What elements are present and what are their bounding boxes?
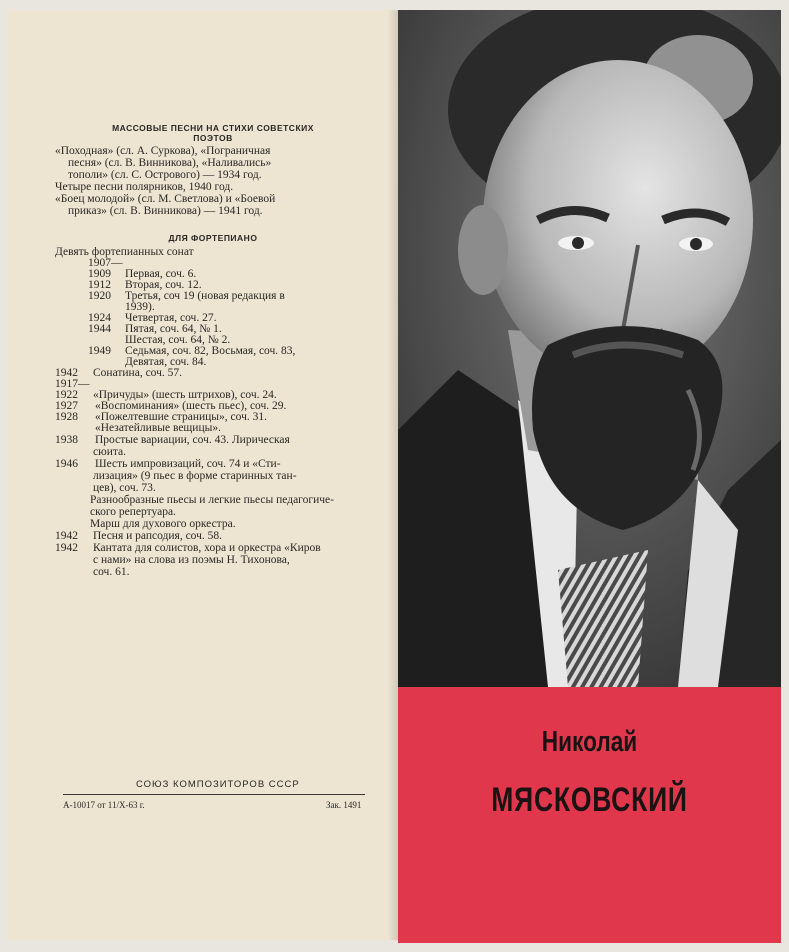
work-text: Первая, соч. 6. xyxy=(125,268,197,280)
work-text: с нами» на слова из поэмы Н. Тихонова, xyxy=(93,554,290,566)
section-title-songs-line1: МАССОВЫЕ ПЕСНИ НА СТИХИ СОВЕТСКИХ xyxy=(112,123,314,133)
work-year: 1912 xyxy=(88,279,111,291)
work-year: 1920 xyxy=(88,290,111,302)
work-text: соч. 61. xyxy=(93,566,130,578)
work-text: Четвертая, соч. 27. xyxy=(125,312,217,324)
work-text: Пятая, соч. 64, № 1. xyxy=(125,323,222,335)
work-text: Кантата для солистов, хора и оркестра «Киров xyxy=(93,542,321,554)
section-title-songs-line2: ПОЭТОВ xyxy=(193,133,233,143)
work-text: Простые вариации, соч. 43. Лирическая xyxy=(95,434,290,446)
work-text: «Незатейливые вещицы». xyxy=(95,422,221,434)
work-year: 1909 xyxy=(88,268,111,280)
portrait-illustration xyxy=(398,10,781,687)
work-year: 1928 xyxy=(55,411,78,423)
work-text: «Причуды» (шесть штрихов), соч. 24. xyxy=(93,389,277,401)
work-text: Песня и рапсодия, соч. 58. xyxy=(93,530,223,542)
work-year: 1907— xyxy=(88,257,123,269)
song-line: тополи» (сл. С. Острового) — 1934 год. xyxy=(68,169,262,181)
work-year: 1944 xyxy=(88,323,111,335)
work-year: 1938 xyxy=(55,434,78,446)
work-text: цев), соч. 73. xyxy=(93,482,156,494)
song-line: «Походная» (сл. А. Суркова), «Пограничная xyxy=(55,145,271,157)
work-text: Девятая, соч. 84. xyxy=(125,356,207,368)
work-year: 1922 xyxy=(55,389,78,401)
work-text: Сонатина, соч. 57. xyxy=(93,367,183,379)
work-text: Разнообразные пьесы и легкие пьесы педагогиче- xyxy=(90,494,334,506)
publisher-name: СОЮЗ КОМПОЗИТОРОВ СССР xyxy=(136,779,300,790)
work-year: 1924 xyxy=(88,312,111,324)
work-text: «Воспоминания» (шесть пьес), соч. 29. xyxy=(95,400,287,412)
work-year: 1917— xyxy=(55,378,90,390)
composer-first-name: Николай xyxy=(541,726,638,758)
left-page xyxy=(8,10,398,940)
work-text: ского репертуара. xyxy=(90,506,176,518)
song-line: приказ» (сл. В. Винникова) — 1941 год. xyxy=(68,205,263,217)
composer-last-name: МЯСКОВСКИЙ xyxy=(491,781,688,819)
portrait-photo xyxy=(398,10,781,687)
song-line: «Боец молодой» (сл. М. Светлова) и «Боевой xyxy=(55,193,276,205)
sonatas-heading: Девять фортепианных сонат xyxy=(55,246,194,258)
work-year: 1942 xyxy=(55,542,78,554)
section-title-songs xyxy=(68,123,358,143)
work-text: Вторая, соч. 12. xyxy=(125,279,202,291)
work-text: Седьмая, соч. 82, Восьмая, соч. 83, xyxy=(125,345,296,357)
work-year: 1946 xyxy=(55,458,78,470)
section-title-piano: ДЛЯ ФОРТЕПИАНО xyxy=(168,233,258,243)
work-text: «Пожелтевшие страницы», соч. 31. xyxy=(95,411,267,423)
work-text: Третья, соч 19 (новая редакция в xyxy=(125,290,285,302)
work-text: 1939). xyxy=(125,301,155,313)
work-text: Шестая, соч. 64, № 2. xyxy=(125,334,231,346)
song-line: Четыре песни полярников, 1940 год. xyxy=(55,181,234,193)
work-year: 1949 xyxy=(88,345,111,357)
work-year: 1942 xyxy=(55,367,78,379)
work-year: 1927 xyxy=(55,400,78,412)
page-fold-shadow xyxy=(388,10,398,940)
work-text: Марш для духового оркестра. xyxy=(90,518,236,530)
work-text: сюита. xyxy=(93,446,126,458)
work-year: 1942 xyxy=(55,530,78,542)
print-code: А-10017 от 11/Х-63 г. xyxy=(63,800,145,810)
footer-divider xyxy=(63,794,365,795)
order-number: Зак. 1491 xyxy=(326,800,362,810)
song-line: песня» (сл. В. Винникова), «Наливались» xyxy=(68,157,272,169)
work-text: Шесть импровизаций, соч. 74 и «Сти- xyxy=(95,458,281,470)
work-text: лизация» (9 пьес в форме старинных тан- xyxy=(93,470,297,482)
